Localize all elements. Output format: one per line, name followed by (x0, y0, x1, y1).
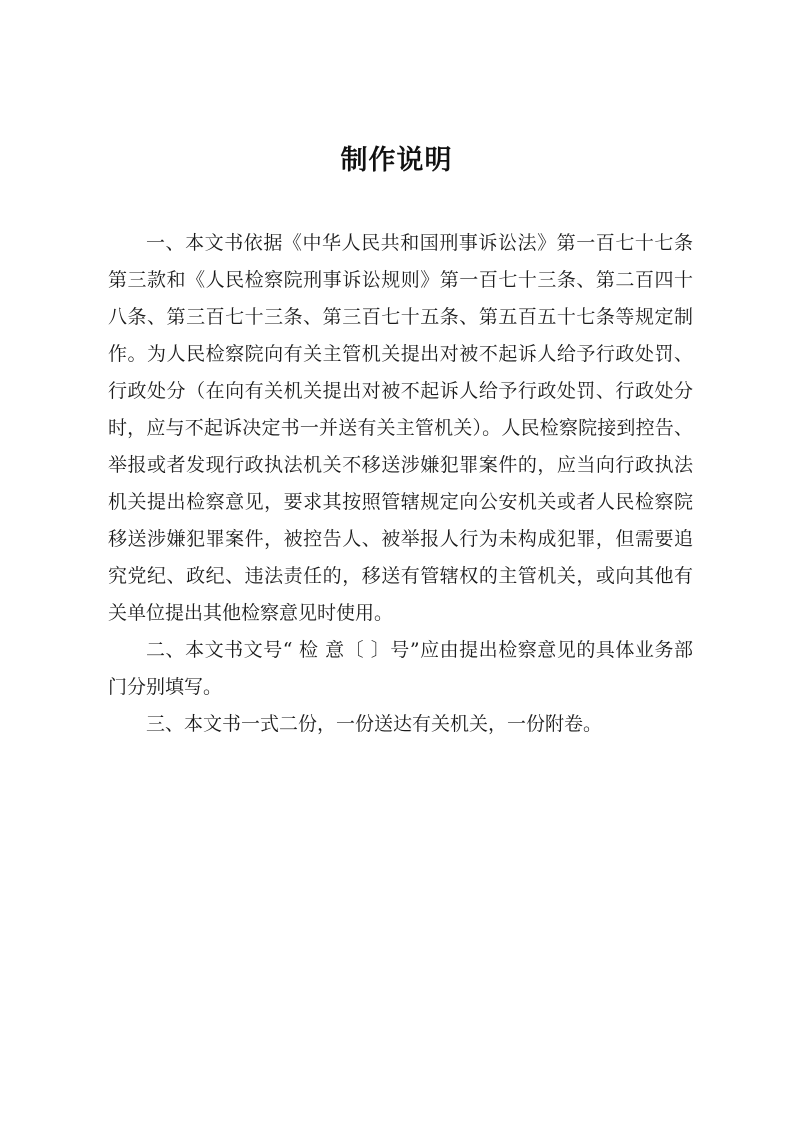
paragraph-3: 三、本文书一式二份，一份送达有关机关，一份附卷。 (146, 713, 603, 735)
document-body (108, 225, 693, 743)
paragraph-2: 二、本文书文号“ 检 意〔 〕号”应由提出检察意见的具体业务部门分别填写。 (108, 639, 693, 698)
paragraph-1: 一、本文书依据《中华人民共和国刑事诉讼法》第一百七十七条第三款和《人民检察院刑事诉讼规则》第一百七十三条、第二百四十八条、第三百七十三条、第三百七十五条、第五百五十七条等规定制作。为人民检察院向有关主管机关提出对被不起诉人给予行政处罚、行政处分（在向有关机关提出对被不起诉人给予行政处罚、行政处分时，应与不起诉决定书一并送有关主管机关）。人民检察院接到控告、举报或者发现行政执法机关不移送涉嫌犯罪案件的，应当向行政执法机关提出检察意见，要求其按照管辖规定向公安机关或者人民检察院移送涉嫌犯罪案件，被控告人、被举报人行为未构成犯罪，但需要追究党纪、政纪、违法责任的，移送有管辖权的主管机关，或向其他有关单位提出其他检察意见时使用。 (108, 232, 693, 624)
page-title: 制作说明 (340, 145, 453, 176)
